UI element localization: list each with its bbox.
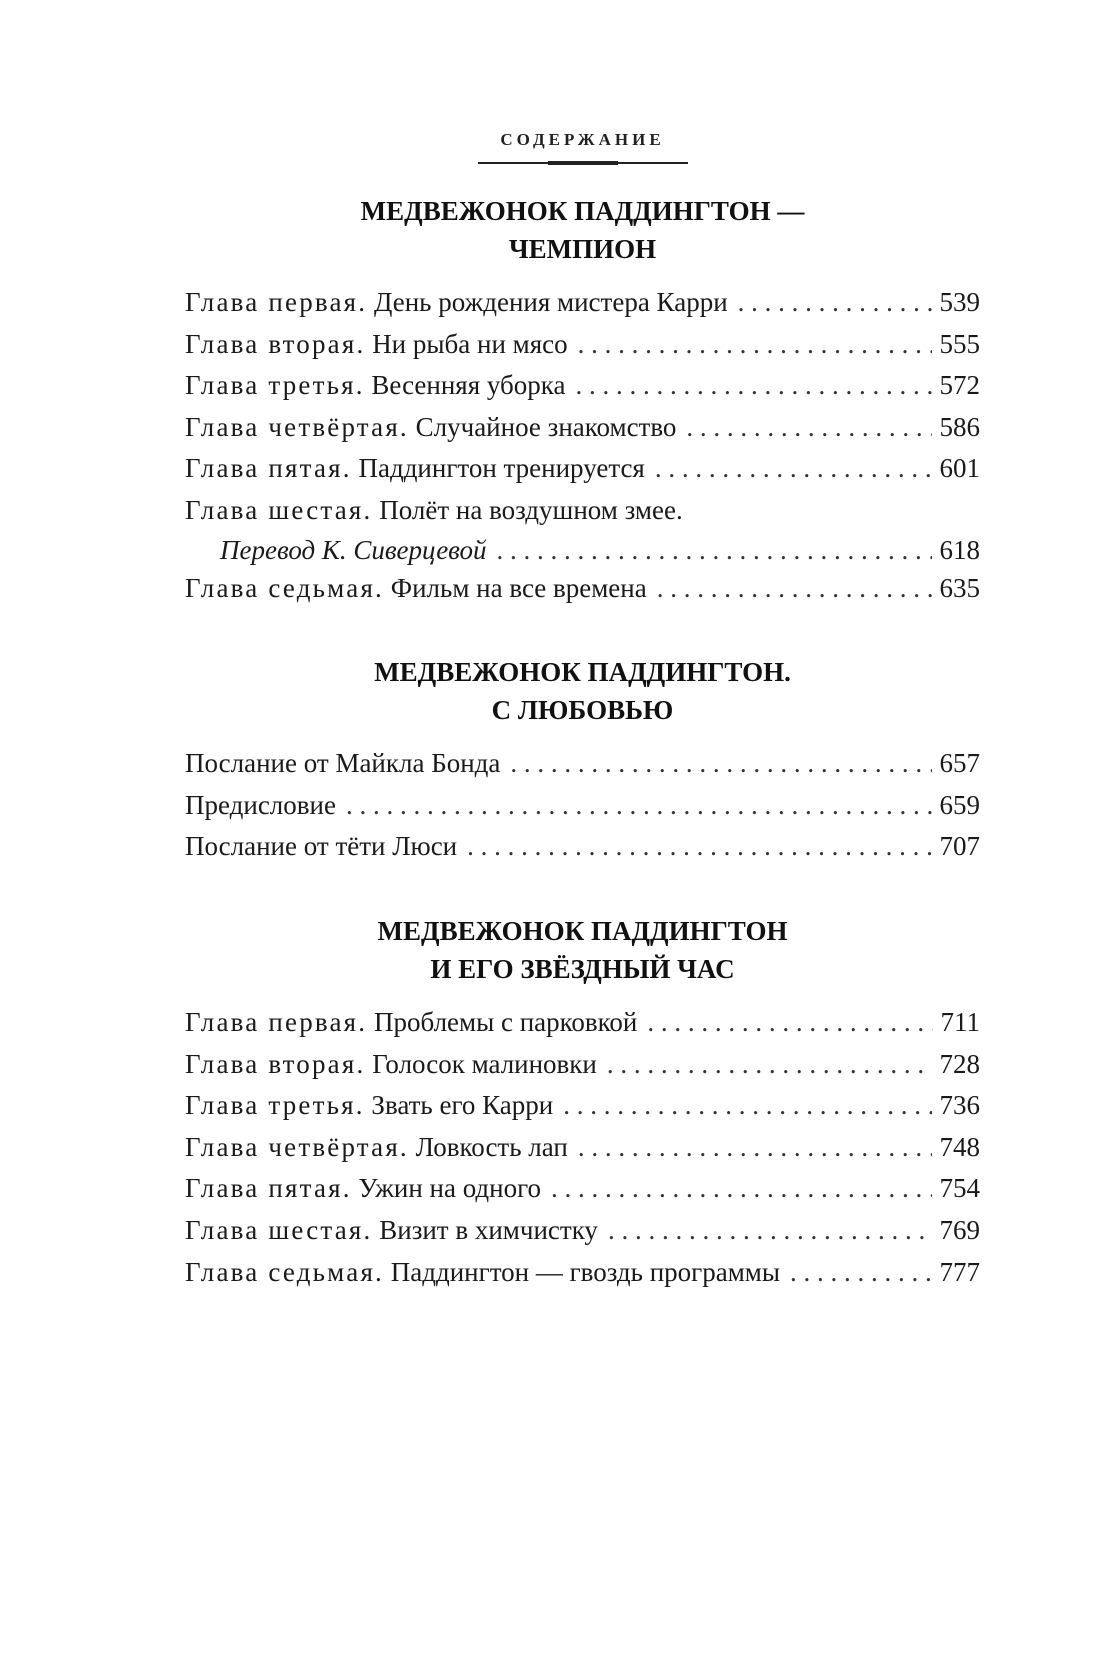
toc-entry[interactable] [185, 743, 980, 785]
section-1 [185, 192, 980, 609]
dot-leader [686, 407, 931, 449]
page-number: 659 [939, 789, 980, 820]
toc-entry[interactable] [185, 568, 980, 610]
contents-page [185, 130, 980, 1293]
section-title-line: И ЕГО ЗВЁЗДНЫЙ ЧАС [430, 953, 735, 984]
toc-entry[interactable] [185, 1168, 980, 1210]
dot-leader [608, 1210, 932, 1252]
section-title [185, 653, 980, 729]
toc-entry[interactable] [185, 1085, 980, 1127]
entry-title: Полёт на воздушном змее. [379, 494, 683, 525]
entry-title: Весенняя уборка [371, 370, 566, 401]
toc-entry[interactable] [185, 407, 980, 449]
chapter-label: Глава пятая. [185, 453, 352, 484]
toc-entry[interactable] [185, 282, 980, 324]
dot-leader [510, 743, 931, 785]
section-title-line: ЧЕМПИОН [508, 234, 657, 264]
entry-title: Паддингтон — гвоздь программы [390, 1256, 781, 1287]
entry-title: Звать его Карри [371, 1090, 554, 1121]
section-3 [185, 912, 980, 1293]
toc-entry[interactable] [185, 490, 980, 568]
chapter-label: Глава первая. [185, 287, 368, 317]
toc-entry[interactable] [185, 1252, 980, 1294]
chapter-label: Глава вторая. [185, 328, 366, 359]
toc-entry[interactable] [185, 826, 980, 868]
page-number: 539 [939, 287, 980, 317]
dot-leader [497, 532, 932, 568]
section-title-line: МЕДВЕЖОНОК ПАДДИНГТОН. [374, 657, 791, 688]
dot-leader [346, 785, 932, 827]
page-number: 707 [939, 831, 980, 862]
entry-title: Послание от тёти Люси [185, 831, 458, 862]
chapter-label: Глава шестая. [185, 494, 373, 525]
entry-title: Проблемы с парковкой [374, 1006, 638, 1037]
page-number: 736 [939, 1090, 980, 1121]
page-number: 635 [939, 572, 980, 603]
page-number: 601 [939, 453, 980, 484]
dot-leader [575, 365, 931, 407]
dot-leader [738, 282, 932, 324]
page-number: 586 [939, 411, 980, 442]
dot-leader [655, 448, 932, 490]
entry-title: День рождения мистера Карри [374, 287, 728, 317]
chapter-label: Глава вторая. [185, 1048, 366, 1079]
chapter-label: Глава седьмая. [185, 1256, 385, 1287]
page-number: 754 [939, 1173, 980, 1204]
entry-title: Ни рыба ни мясо [372, 328, 568, 359]
toc-list [185, 282, 980, 609]
translator-credit: Перевод К. Сиверцевой [220, 534, 487, 565]
toc-list [185, 743, 980, 868]
toc-entry[interactable] [185, 1044, 980, 1086]
page-number: 572 [939, 370, 980, 401]
toc-entry[interactable] [185, 324, 980, 366]
entry-title: Случайное знакомство [415, 411, 677, 442]
entry-title: Паддингтон тренируется [358, 453, 645, 484]
toc-entry[interactable] [185, 1002, 980, 1044]
dot-leader [790, 1252, 931, 1294]
dot-leader [563, 1085, 931, 1127]
dot-leader [578, 1127, 932, 1169]
running-head: СОДЕРЖАНИЕ [500, 130, 665, 149]
page-number: 748 [939, 1131, 980, 1162]
chapter-label: Глава седьмая. [185, 572, 385, 603]
dot-leader [551, 1168, 931, 1210]
toc-entry[interactable] [185, 365, 980, 407]
head-rule-divider [478, 162, 688, 164]
toc-list [185, 1002, 980, 1293]
toc-entry[interactable] [185, 1127, 980, 1169]
entry-title: Послание от Майкла Бонда [185, 748, 501, 779]
dot-leader [607, 1044, 932, 1086]
dot-leader [657, 568, 932, 610]
entry-title: Фильм на все времена [390, 572, 647, 603]
section-title [185, 912, 980, 988]
chapter-label: Глава пятая. [185, 1173, 352, 1204]
dot-leader [467, 826, 931, 868]
page-number: 657 [939, 748, 980, 779]
section-title-line: МЕДВЕЖОНОК ПАДДИНГТОН [377, 915, 788, 946]
chapter-label: Глава третья. [185, 370, 365, 401]
chapter-label: Глава четвёртая. [185, 411, 409, 442]
entry-title: Голосок малиновки [372, 1048, 597, 1079]
toc-entry[interactable] [185, 785, 980, 827]
entry-title: Ловкость лап [415, 1131, 568, 1162]
page-number: 555 [939, 328, 980, 359]
chapter-label: Глава четвёртая. [185, 1131, 409, 1162]
page-number: 777 [939, 1256, 980, 1287]
dot-leader [647, 1002, 932, 1044]
entry-title: Визит в химчистку [379, 1214, 598, 1245]
page-number: 728 [939, 1048, 980, 1079]
entry-title: Ужин на одного [358, 1173, 542, 1204]
toc-entry[interactable] [185, 1210, 980, 1252]
section-title-line: МЕДВЕЖОНОК ПАДДИНГТОН — [360, 196, 805, 226]
toc-entry[interactable] [185, 448, 980, 490]
page-number: 711 [940, 1006, 980, 1037]
chapter-label: Глава шестая. [185, 1214, 373, 1245]
section-2 [185, 653, 980, 868]
page-number: 618 [939, 534, 980, 565]
page-number: 769 [939, 1214, 980, 1245]
chapter-label: Глава первая. [185, 1006, 368, 1037]
chapter-label: Глава третья. [185, 1090, 365, 1121]
section-title-line: С ЛЮБОВЬЮ [491, 695, 674, 726]
section-title [185, 192, 980, 268]
dot-leader [578, 324, 932, 366]
entry-title: Предисловие [185, 789, 336, 820]
